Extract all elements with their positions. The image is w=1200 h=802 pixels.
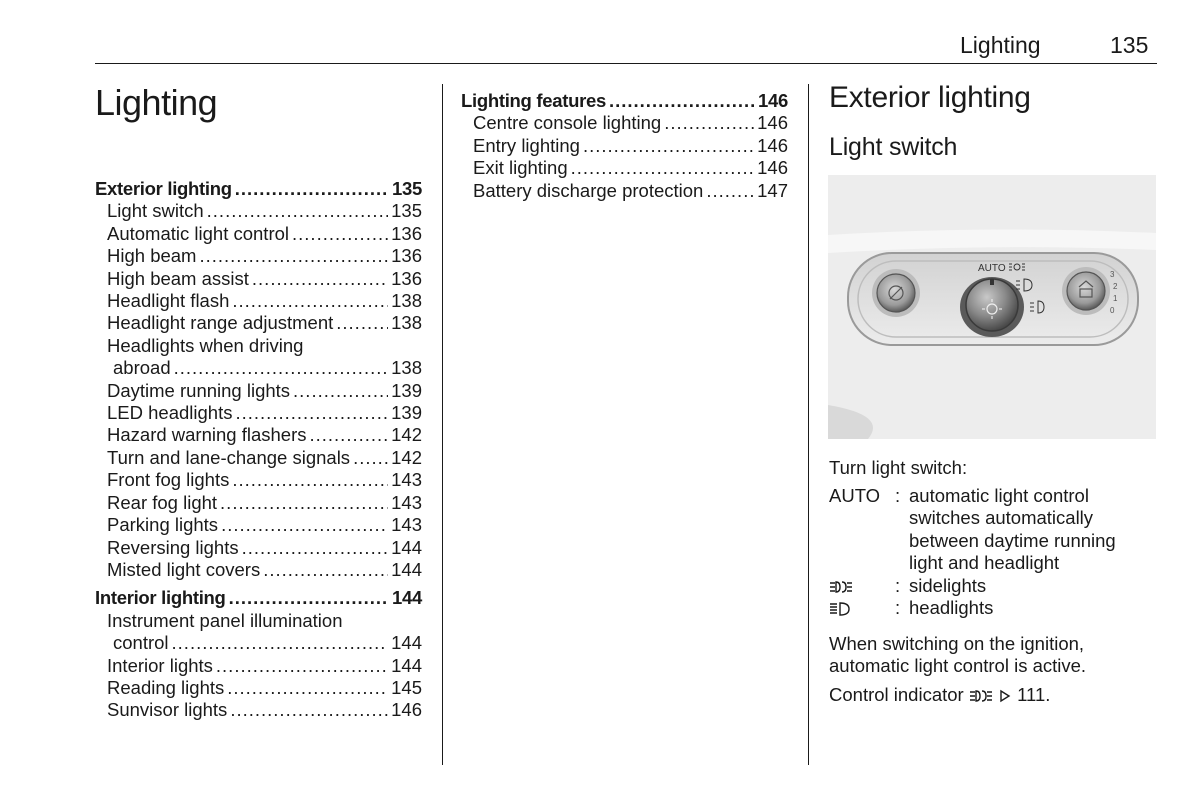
legend-desc-line: between daytime running: [909, 529, 1116, 551]
toc-entry-page: 138: [391, 312, 422, 334]
toc-entry-page: 143: [391, 469, 422, 491]
paragraph-ignition: [829, 633, 1086, 678]
section-title: Exterior lighting: [829, 81, 1031, 114]
toc-entry-page: 146: [757, 157, 788, 179]
table-of-contents-col1: [95, 178, 422, 722]
column-divider-1: [442, 84, 443, 765]
intro-text: Turn light switch:: [829, 457, 968, 478]
header-rule: [95, 63, 1157, 64]
paragraph-control-indicator: [829, 684, 1050, 706]
toc-entry[interactable]: [95, 610, 422, 632]
toc-entry[interactable]: [95, 655, 422, 677]
toc-leader-dots: [235, 178, 389, 200]
toc-entry[interactable]: [95, 268, 422, 290]
toc-entry[interactable]: [95, 223, 422, 245]
toc-entry-label: High beam assist: [107, 267, 249, 289]
toc-leader-dots: [172, 632, 389, 654]
running-header-section: Lighting: [960, 32, 1041, 58]
toc-entry-page: 144: [391, 558, 422, 580]
toc-entry[interactable]: [95, 290, 422, 312]
figure-scale-2: 2: [1113, 282, 1118, 291]
toc-leader-dots: [336, 312, 388, 334]
toc-entry-page: 136: [391, 222, 422, 244]
toc-entry[interactable]: [95, 677, 422, 699]
toc-entry[interactable]: [95, 335, 422, 357]
legend-desc-auto: [909, 485, 1156, 575]
toc-entry[interactable]: [461, 180, 788, 202]
toc-entry-label: Battery discharge protection: [473, 179, 704, 201]
toc-entry-label: Reversing lights: [107, 536, 239, 558]
toc-entry-label: control: [113, 632, 169, 654]
toc-leader-dots: [242, 537, 389, 559]
toc-entry-label: Exterior lighting: [95, 178, 232, 199]
light-switch-photo: [828, 175, 1156, 439]
toc-entry[interactable]: [95, 632, 422, 654]
toc-entry-main[interactable]: [95, 587, 422, 609]
toc-leader-dots: [252, 268, 388, 290]
toc-entry-page: 136: [391, 267, 422, 289]
legend-desc-headlights: headlights: [909, 597, 994, 619]
toc-entry-label: Interior lighting: [95, 587, 226, 609]
toc-entry-label: abroad: [113, 357, 171, 379]
toc-entry-label: Misted light covers: [107, 558, 261, 580]
legend-desc-sidelights: sidelights: [909, 574, 987, 596]
figure-auto-label: AUTO: [978, 263, 1006, 274]
toc-entry-label: Interior lights: [107, 654, 213, 676]
toc-entry[interactable]: [95, 200, 422, 222]
paragraph-line: When switching on the ignition,: [829, 633, 1085, 654]
toc-entry-label: Hazard warning flashers: [107, 424, 307, 446]
toc-leader-dots: [232, 290, 388, 312]
toc-leader-dots: [309, 424, 388, 446]
toc-entry-label: Entry lighting: [473, 134, 580, 156]
toc-leader-dots: [227, 677, 388, 699]
toc-entry[interactable]: [95, 469, 422, 491]
toc-entry[interactable]: [95, 402, 422, 424]
toc-entry-page: 135: [392, 178, 422, 199]
legend-item-headlights: : headlights: [829, 597, 1156, 619]
toc-entry[interactable]: [95, 245, 422, 267]
switch-legend: [829, 485, 1156, 619]
toc-entry-page: 147: [757, 179, 788, 201]
toc-entry-page: 139: [391, 402, 422, 424]
toc-entry-page: 142: [391, 446, 422, 468]
toc-entry[interactable]: [95, 559, 422, 581]
control-indicator-page-ref: 111.: [1017, 684, 1051, 705]
legend-item-auto: [829, 485, 1156, 575]
toc-entry-main[interactable]: [95, 178, 422, 200]
toc-entry-label: Exit lighting: [473, 157, 568, 179]
toc-entry-label: Automatic light control: [107, 222, 290, 244]
toc-entry[interactable]: [95, 537, 422, 559]
toc-entry-label: Lighting features: [461, 90, 606, 111]
toc-entry[interactable]: [95, 492, 422, 514]
toc-entry-label: Front fog lights: [107, 469, 230, 491]
toc-entry-page: 145: [391, 676, 422, 698]
toc-entry-label: Headlight flash: [107, 290, 230, 312]
toc-leader-dots: [706, 180, 754, 202]
toc-entry-label: Centre console lighting: [473, 112, 662, 134]
toc-leader-dots: [292, 223, 388, 245]
toc-entry-label: LED headlights: [107, 402, 233, 424]
toc-entry[interactable]: [95, 380, 422, 402]
toc-entry-page: 136: [391, 245, 422, 267]
toc-entry-page: 138: [391, 290, 422, 312]
toc-entry[interactable]: [95, 424, 422, 446]
toc-entry-label: High beam: [107, 245, 197, 267]
table-of-contents-col2: [461, 90, 788, 202]
subsection-title: Light switch: [829, 133, 958, 161]
toc-entry-label: Headlights when driving: [107, 334, 304, 356]
toc-entry-label: Reading lights: [107, 676, 225, 698]
toc-entry-page: 143: [391, 491, 422, 513]
toc-leader-dots: [583, 135, 754, 157]
toc-entry-page: 144: [391, 536, 422, 558]
toc-leader-dots: [229, 587, 389, 609]
toc-leader-dots: [220, 492, 388, 514]
toc-leader-dots: [216, 655, 388, 677]
toc-entry-page: 144: [392, 587, 422, 609]
toc-entry-label: Rear fog light: [107, 491, 218, 513]
toc-entry[interactable]: [461, 157, 788, 179]
legend-colon: :: [895, 485, 901, 506]
toc-entry[interactable]: [461, 135, 788, 157]
toc-leader-dots: [664, 112, 754, 134]
toc-entry-label: Turn and lane-change signals: [107, 446, 351, 468]
figure-scale-0: 0: [1110, 306, 1115, 315]
toc-entry-label: Light switch: [107, 200, 204, 222]
toc-entry-page: 143: [391, 514, 422, 536]
figure-scale-1: 1: [1113, 294, 1118, 303]
toc-leader-dots: [199, 245, 388, 267]
legend-desc-line: switches automatically: [909, 507, 1094, 529]
toc-leader-dots: [221, 514, 388, 536]
page-reference-icon: [998, 689, 1012, 703]
headlights-icon: [829, 602, 853, 616]
legend-desc-line: light and headlight: [909, 552, 1060, 574]
toc-entry-main[interactable]: [461, 90, 788, 112]
toc-entry-page: 142: [391, 424, 422, 446]
toc-entry-page: 146: [757, 112, 788, 134]
toc-leader-dots: [353, 447, 388, 469]
light-switch-illustration: [828, 175, 1156, 439]
toc-entry-page: 138: [391, 357, 422, 379]
toc-entry-label: Daytime running lights: [107, 379, 291, 401]
sidelights-icon: [829, 580, 853, 594]
figure-scale-3: 3: [1110, 270, 1115, 279]
paragraph-line: automatic light control is active.: [829, 655, 1087, 677]
toc-entry-label: Sunvisor lights: [107, 699, 228, 721]
toc-entry[interactable]: [95, 514, 422, 536]
toc-entry-page: 144: [391, 632, 422, 654]
toc-entry-label: Parking lights: [107, 514, 219, 536]
toc-leader-dots: [235, 402, 388, 424]
column-divider-2: [808, 84, 809, 765]
toc-leader-dots: [609, 90, 755, 112]
toc-entry-label: Instrument panel illumination: [107, 609, 343, 631]
toc-entry-page: 146: [757, 134, 788, 156]
toc-entry-label: Headlight range adjustment: [107, 312, 334, 334]
legend-key-auto: AUTO: [829, 485, 881, 506]
toc-entry-page: 139: [391, 379, 422, 401]
sidelights-icon: [969, 689, 993, 703]
toc-leader-dots: [571, 157, 755, 179]
toc-leader-dots: [207, 200, 388, 222]
chapter-title: Lighting: [95, 82, 218, 123]
toc-entry[interactable]: [95, 357, 422, 379]
toc-entry-page: 146: [391, 699, 422, 721]
toc-leader-dots: [174, 357, 389, 379]
page-number: 135: [1110, 32, 1149, 58]
toc-leader-dots: [230, 699, 388, 721]
toc-entry-page: 135: [391, 200, 422, 222]
toc-entry[interactable]: [95, 447, 422, 469]
legend-desc-line: automatic light control: [909, 485, 1089, 506]
toc-entry[interactable]: [461, 112, 788, 134]
toc-leader-dots: [293, 380, 388, 402]
toc-entry-page: 144: [391, 654, 422, 676]
toc-entry[interactable]: [95, 699, 422, 721]
control-indicator-label: Control indicator: [829, 684, 964, 705]
toc-leader-dots: [232, 469, 388, 491]
toc-leader-dots: [263, 559, 388, 581]
toc-entry-page: 146: [758, 90, 788, 111]
legend-item-sidelights: : sidelights: [829, 575, 1156, 597]
toc-entry[interactable]: [95, 312, 422, 334]
